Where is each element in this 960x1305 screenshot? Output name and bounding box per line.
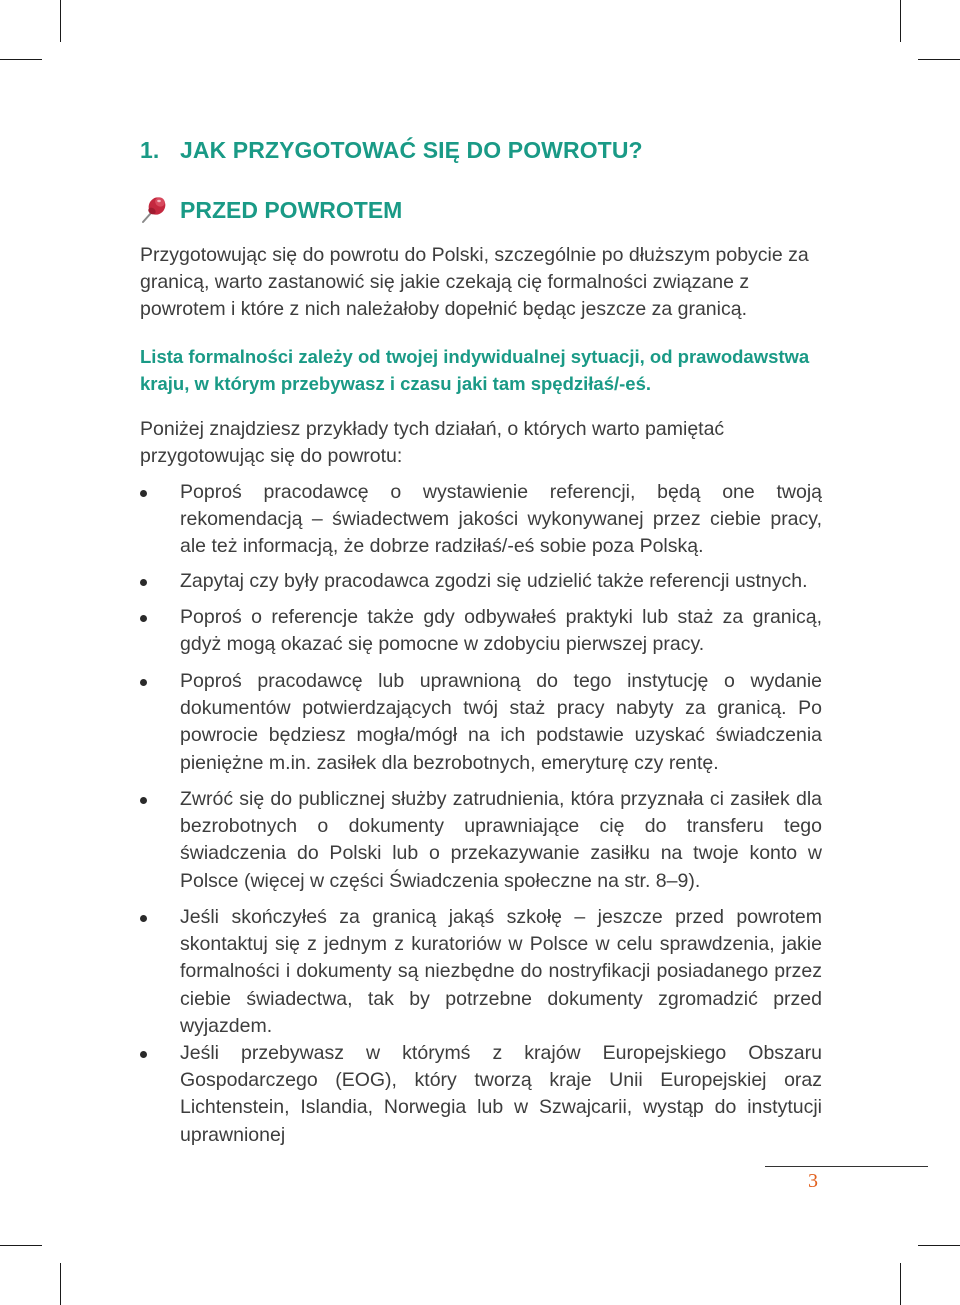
- list-item: [180, 568, 822, 595]
- list-item-text: Zwróć się do publicznej służby zatrudnienia, która przyznała ci zasiłek dla bezrobotnych o dokumenty uprawniające cię do transferu tego świadczenia do Polski lub o przekazywanie zasiłku na twoje konto w Polsce (więcej w części Świadczenia społeczne na str. 8–9).: [180, 788, 822, 892]
- list-item: [180, 479, 822, 561]
- intro-paragraph: Przygotowując się do powrotu do Polski, szczególnie po dłuższym pobycie za granicą, warto zastanowić się jakie czekają cię formalności związane z powrotem i które z nich należałoby dopełnić będąc jeszcze za granicą.: [140, 244, 809, 320]
- crop-mark-top-right-vertical: [900, 0, 901, 42]
- bullet-icon: [140, 1051, 147, 1058]
- section-number: 1.: [140, 137, 160, 163]
- highlight-paragraph: Lista formalności zależy od twojej indywidualnej sytuacji, od prawodawstwa kraju, w którym przebywasz i czasu jaki tam spędziłaś/-eś.: [140, 346, 810, 394]
- crop-mark-top-right-horizontal: [918, 59, 960, 60]
- list-item-text: Poproś pracodawcę lub uprawnioną do tego instytucję o wydanie dokumentów potwierdzających twój staż pracy nabyty za granicą. Po powrocie będziesz mogła/mógł na ich podstawie uzyskać świadczenia pieniężne m.in. zasiłek dla bezrobotnych, emeryturę czy rentę.: [180, 670, 822, 774]
- list-item-text: Jeśli skończyłeś za granicą jakąś szkołę – jeszcze przed powrotem skontaktuj się z jednym z kuratoriów w Polsce w celu sprawdzenia, jakie formalności i dokumenty są niezbędne do nostryfikacji posiadanego przez ciebie świadectwa, tak by potrzebne dokumenty zgromadzić przed wyjazdem.: [180, 906, 822, 1037]
- crop-mark-top-left-horizontal: [0, 59, 42, 60]
- crop-mark-top-left-vertical: [60, 0, 61, 42]
- list-item: [180, 604, 822, 658]
- crop-mark-bottom-right-vertical: [900, 1263, 901, 1305]
- list-item: [180, 786, 822, 895]
- bullet-icon: [140, 579, 147, 586]
- section-heading: [140, 137, 643, 164]
- list-item-text: Jeśli przebywasz w którymś z krajów Europejskiego Obszaru Gospodarczego (EOG), który tworzą kraje Unii Europejskiej oraz Lichtenstein, Islandia, Norwegia lub w Szwajcarii, wystąp do instytucji uprawnionej: [180, 1042, 822, 1146]
- bullet-icon: [140, 679, 147, 686]
- subsection-title: PRZED POWROTEM: [180, 197, 403, 223]
- crop-mark-bottom-left-vertical: [60, 1263, 61, 1305]
- bullet-icon: [140, 490, 147, 497]
- bullet-icon: [140, 915, 147, 922]
- list-item-text: Poproś pracodawcę o wystawienie referencji, będą one twoją rekomendacją – świadectwem jakości wykonywanej przez ciebie pracy, ale też informacją, że dobrze radziłaś/-eś sobie poza Polską.: [180, 481, 822, 558]
- section-title: JAK PRZYGOTOWAĆ SIĘ DO POWROTU?: [180, 137, 643, 163]
- list-item-text: Poproś o referencje także gdy odbywałeś praktyki lub staż za granicą, gdyż mogą okazać się pomocne w zdobyciu pierwszej pracy.: [180, 606, 822, 656]
- bullet-icon: [140, 797, 147, 804]
- bullet-icon: [140, 615, 147, 622]
- crop-mark-bottom-right-horizontal: [918, 1245, 960, 1246]
- list-item: [180, 1040, 822, 1149]
- lead-paragraph: Poniżej znajdziesz przykłady tych działań, o których warto pamiętać przygotowując się do powrotu:: [140, 418, 725, 467]
- list-item: [180, 904, 822, 1040]
- pushpin-icon: [140, 194, 168, 224]
- page-number: 3: [808, 1170, 818, 1192]
- list-item: [180, 668, 822, 777]
- crop-mark-bottom-left-horizontal: [0, 1245, 42, 1246]
- list-item-text: Zapytaj czy były pracodawca zgodzi się udzielić także referencji ustnych.: [180, 570, 808, 592]
- footer-rule: [765, 1166, 928, 1167]
